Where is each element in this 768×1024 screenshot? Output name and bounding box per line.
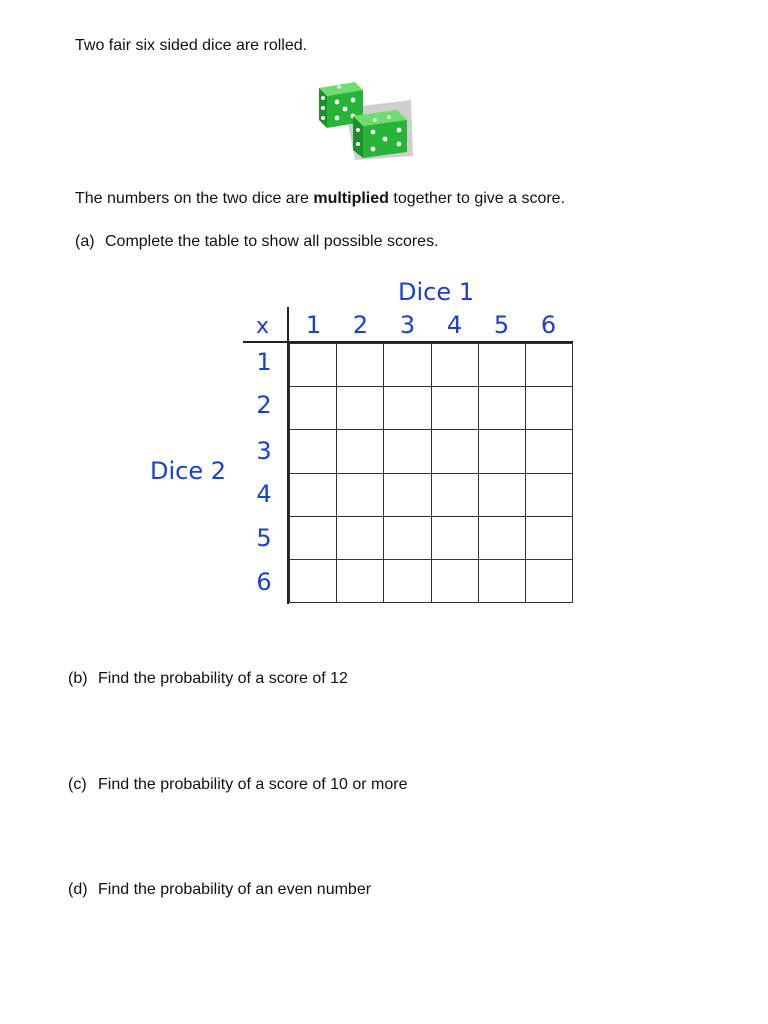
score-cell[interactable] <box>431 559 478 602</box>
score-cell[interactable] <box>525 429 572 472</box>
score-cell[interactable] <box>431 343 478 386</box>
score-cell[interactable] <box>336 343 383 386</box>
score-cell[interactable] <box>289 559 336 602</box>
score-cell[interactable] <box>431 386 478 429</box>
score-cell[interactable] <box>478 429 525 472</box>
question-d-label: (d) <box>68 881 88 898</box>
column-number: 5 <box>493 311 510 339</box>
rule-text-after: together to give a score. <box>388 190 566 207</box>
row-number: 3 <box>256 437 272 465</box>
score-cell[interactable] <box>525 386 572 429</box>
intro-text: Two fair six sided dice are rolled. <box>75 37 308 54</box>
score-cell[interactable] <box>478 343 525 386</box>
score-cell[interactable] <box>525 343 572 386</box>
times-sign: x <box>256 314 270 339</box>
score-table-grid <box>289 343 573 603</box>
question-c-label: (c) <box>68 776 87 793</box>
score-cell[interactable] <box>289 386 336 429</box>
score-cell[interactable] <box>383 429 430 472</box>
question-d-text: Find the probability of an even number <box>98 881 372 898</box>
question-a-label: (a) <box>75 233 95 250</box>
green-dice-pair-icon <box>315 78 415 162</box>
row-header-label: Dice 2 <box>150 457 227 485</box>
score-cell[interactable] <box>383 473 430 516</box>
score-cell[interactable] <box>336 429 383 472</box>
column-number: 2 <box>352 311 369 339</box>
score-cell[interactable] <box>383 386 430 429</box>
score-cell[interactable] <box>336 559 383 602</box>
score-cell[interactable] <box>383 559 430 602</box>
score-cell[interactable] <box>383 343 430 386</box>
question-d <box>68 880 371 900</box>
score-cell[interactable] <box>525 516 572 559</box>
row-number: 4 <box>256 480 272 508</box>
column-number: 3 <box>399 311 416 339</box>
question-b-text: Find the probability of a score of 12 <box>98 670 348 687</box>
score-cell[interactable] <box>478 473 525 516</box>
rule-text-bold: multiplied <box>313 190 389 207</box>
score-cell[interactable] <box>336 473 383 516</box>
score-cell[interactable] <box>431 429 478 472</box>
score-cell[interactable] <box>431 516 478 559</box>
score-cell[interactable] <box>336 386 383 429</box>
score-cell[interactable] <box>383 516 430 559</box>
question-a-text: Complete the table to show all possible scores. <box>105 233 439 250</box>
score-cell[interactable] <box>289 429 336 472</box>
score-cell[interactable] <box>431 473 478 516</box>
score-cell[interactable] <box>478 386 525 429</box>
score-cell[interactable] <box>525 473 572 516</box>
question-b-label: (b) <box>68 670 88 687</box>
row-number: 5 <box>256 524 272 552</box>
row-number: 1 <box>256 348 272 376</box>
rule-text <box>75 189 565 209</box>
score-cell[interactable] <box>336 516 383 559</box>
column-header-label: Dice 1 <box>398 278 475 306</box>
row-number: 2 <box>256 391 272 419</box>
score-cell[interactable] <box>289 473 336 516</box>
question-a <box>75 232 439 252</box>
row-number: 6 <box>256 568 272 596</box>
score-cell[interactable] <box>289 343 336 386</box>
question-b <box>68 669 348 689</box>
score-cell[interactable] <box>525 559 572 602</box>
column-number: 1 <box>305 311 322 339</box>
rule-text-before: The numbers on the two dice are <box>75 190 314 207</box>
score-cell[interactable] <box>478 516 525 559</box>
question-c-text: Find the probability of a score of 10 or more <box>98 776 408 793</box>
column-number: 4 <box>446 311 463 339</box>
score-cell[interactable] <box>478 559 525 602</box>
question-c <box>68 775 408 795</box>
column-number: 6 <box>540 311 557 339</box>
score-cell[interactable] <box>289 516 336 559</box>
